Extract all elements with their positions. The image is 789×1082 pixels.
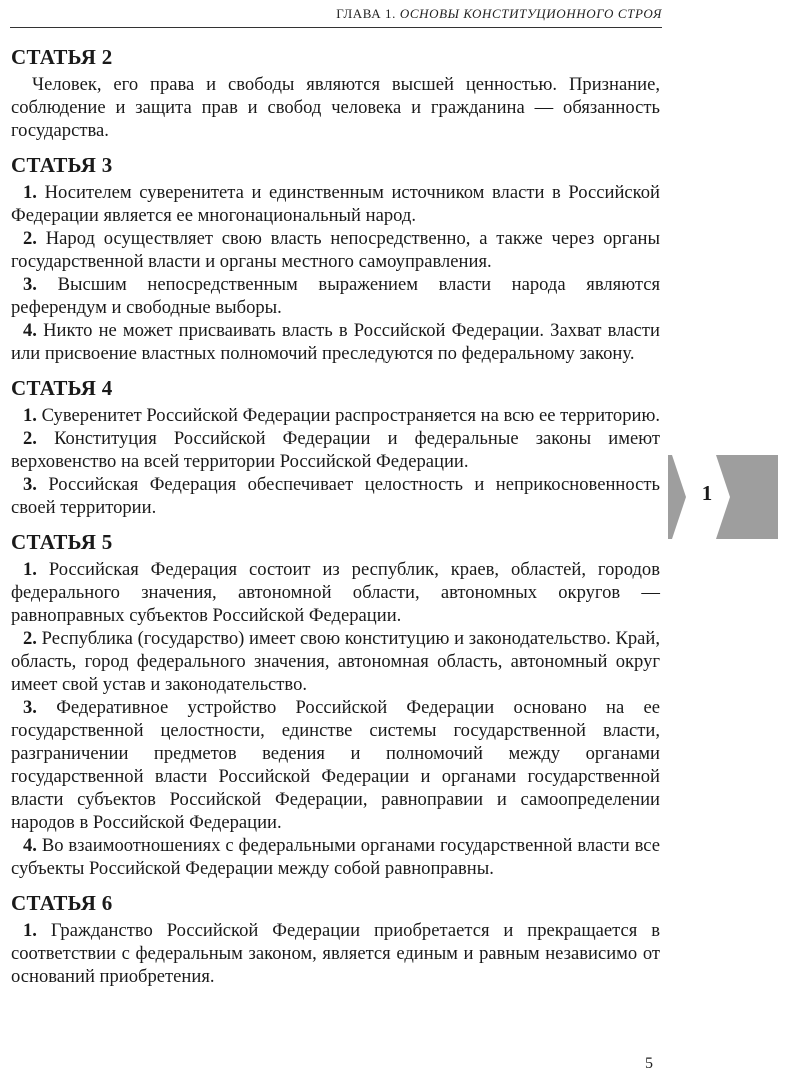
clause: [11, 696, 660, 834]
clause-text: Во взаимоотношениях с федеральными органами государственной власти все субъекты Российской Федерации между собой равноправны.: [11, 835, 660, 879]
clause-number: 1.: [23, 559, 37, 580]
article-6: [11, 890, 660, 988]
article-2: [11, 44, 660, 142]
clause-number: 3.: [23, 274, 37, 295]
clause-text: Конституция Российской Федерации и федеральные законы имеют верховенство на всей территории Российской Федерации.: [11, 428, 660, 472]
chapter-title: ОСНОВЫ КОНСТИТУЦИОННОГО СТРОЯ: [399, 6, 662, 21]
article-3: [11, 152, 660, 365]
clause-number: 3.: [23, 474, 37, 495]
clause-number: 3.: [23, 697, 37, 718]
chapter-number: 1: [701, 481, 713, 505]
clause-number: 2.: [23, 628, 37, 649]
page-body: [11, 44, 660, 998]
chapter-side-tab: [668, 455, 778, 539]
clause: [11, 558, 660, 627]
chapter-tab-shape: [668, 455, 778, 539]
article-title: СТАТЬЯ 2: [11, 45, 113, 69]
article-title: СТАТЬЯ 4: [11, 376, 113, 400]
clause-text: Российская Федерация состоит из республик, краев, областей, городов федерального значения, автономной области, автономных округов — равноправных субъектов Российской Федерации.: [11, 559, 660, 626]
clause-text: Никто не может присваивать власть в Российской Федерации. Захват власти или присвоение властных полномочий преследуются по федеральному закону.: [11, 320, 660, 364]
chapter-label: ГЛАВА 1.: [336, 6, 396, 21]
clause-text: Высшим непосредственным выражением власти народа являются референдум и свободные выборы.: [11, 274, 660, 318]
clause-text: Федеративное устройство Российской Федерации основано на ее государственной целостности, единстве системы государственной власти, разграничении предметов ведения и полномочий между органами государственной власти Российской Федерации и органами государственной власти субъектов Российской Федерации, равноправии и самоопределении народов в Российской Федерации.: [11, 697, 660, 833]
article-title: СТАТЬЯ 3: [11, 153, 113, 177]
clause-text: Народ осуществляет свою власть непосредственно, а также через органы государственной власти и органы местного самоуправления.: [11, 228, 660, 272]
clause-number: 2.: [23, 228, 37, 249]
clause: [11, 473, 660, 519]
article-4: [11, 375, 660, 519]
clause: [11, 404, 660, 427]
article-paragraph: Человек, его права и свободы являются высшей ценностью. Признание, соблюдение и защита прав и свобод человека и гражданина — обязанность государства.: [11, 74, 660, 141]
clause-number: 2.: [23, 428, 37, 449]
clause-text: Гражданство Российской Федерации приобретается и прекращается в соответствии с федеральным законом, является единым и равным независимо от оснований приобретения.: [11, 920, 660, 987]
clause-number: 4.: [23, 320, 37, 341]
clause: [11, 319, 660, 365]
clause-text: Республика (государство) имеет свою конституцию и законодательство. Край, область, город федерального значения, автономная область, автономный округ имеет свой устав и законодательство.: [11, 628, 660, 695]
header-divider: [10, 27, 662, 28]
clause: [11, 227, 660, 273]
clause: [11, 627, 660, 696]
clause-text: Носителем суверенитета и единственным источником власти в Российской Федерации является ее многонациональный народ.: [11, 182, 661, 226]
clause-number: 1.: [23, 920, 37, 941]
clause: [11, 919, 660, 988]
clause: [11, 834, 660, 880]
clause-text: Суверенитет Российской Федерации распространяется на всю ее территорию.: [41, 405, 660, 426]
clause-text: Российская Федерация обеспечивает целостность и неприкосновенность своей территории.: [11, 474, 660, 518]
article-title: СТАТЬЯ 5: [11, 530, 113, 554]
clause-number: 1.: [23, 182, 37, 203]
page-number: 5: [645, 1055, 653, 1072]
clause-number: 1.: [23, 405, 37, 426]
article-title: СТАТЬЯ 6: [11, 891, 113, 915]
article-5: [11, 529, 660, 880]
clause: [11, 427, 660, 473]
clause: [11, 181, 660, 227]
clause-number: 4.: [23, 835, 37, 856]
clause: [11, 273, 660, 319]
running-header: [336, 6, 662, 22]
